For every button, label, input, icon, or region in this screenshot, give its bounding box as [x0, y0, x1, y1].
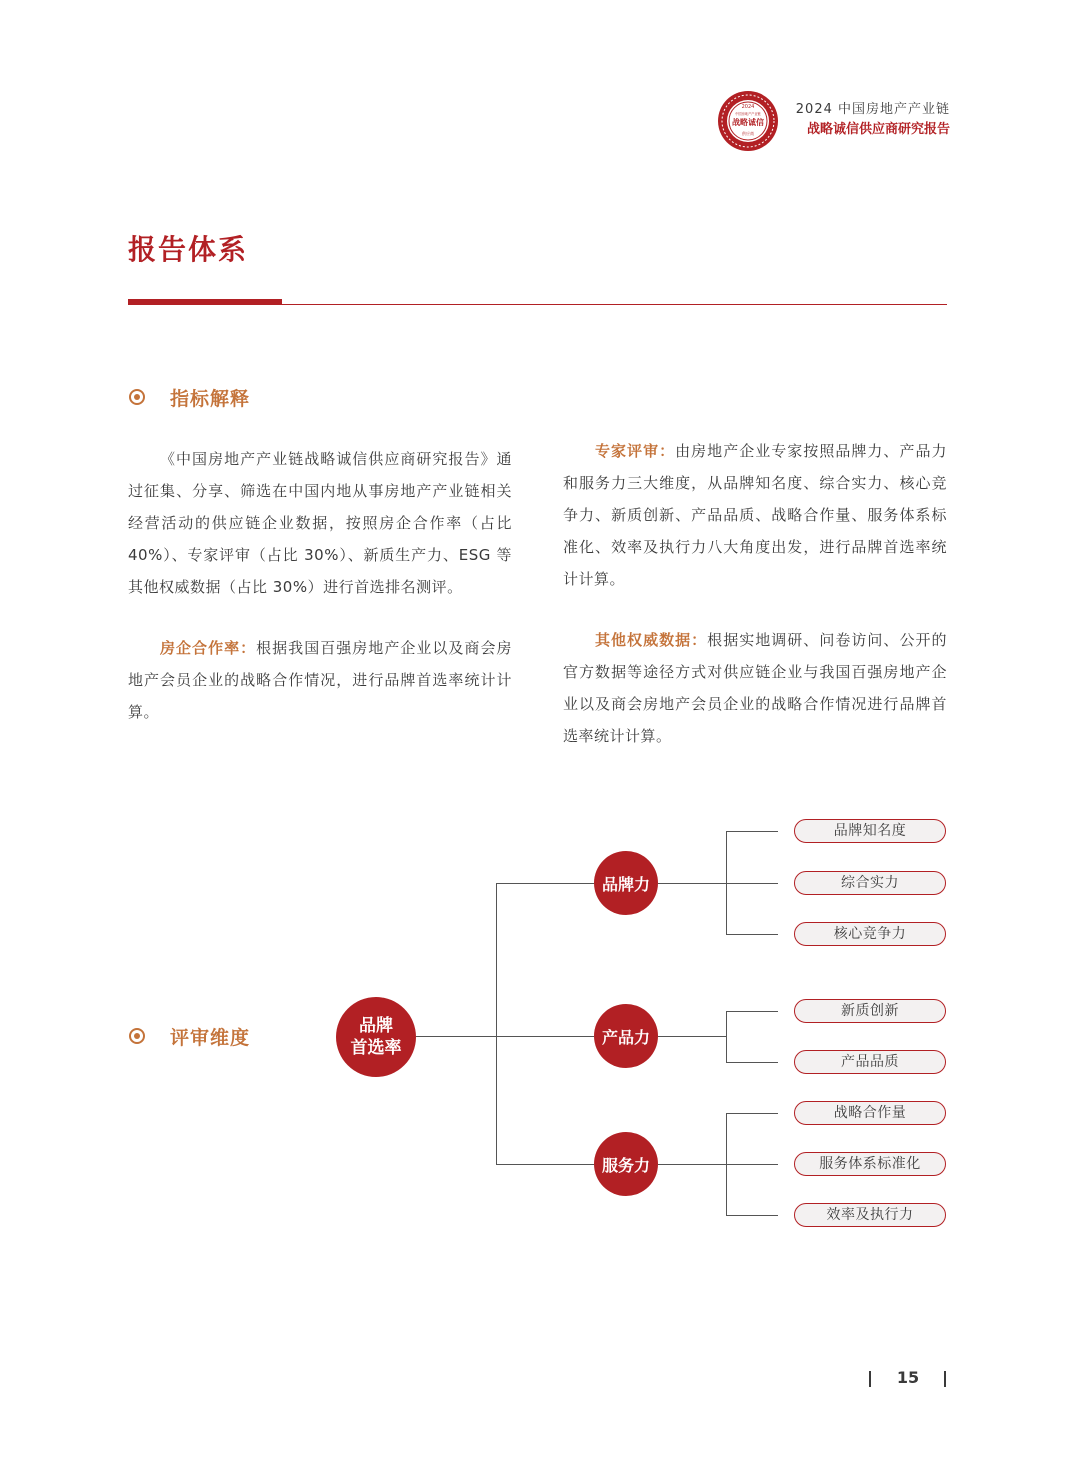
cooperation-text: 根据我国百强房地产企业以及商会房地产会员企业的战略合作情况，进行品牌首选率统计计算。: [128, 639, 512, 721]
seal-top-text: 中国房地产产业链: [735, 112, 761, 116]
branch-node-service: 服务力: [594, 1132, 658, 1196]
leaf-efficiency-execution: 效率及执行力: [794, 1203, 946, 1227]
connector-brand: [496, 883, 594, 884]
connector-service-out: [658, 1164, 778, 1165]
root-node-line2: 首选率: [350, 1038, 402, 1058]
seal-year: 2024: [741, 104, 755, 110]
branch-node-brand: 品牌力: [594, 851, 658, 915]
section-title-dimensions: 评审维度: [170, 1027, 251, 1049]
leaf-strategic-cooperation: 战略合作量: [794, 1101, 946, 1125]
connector-product-item: [726, 1062, 778, 1063]
other-data-lead: 其他权威数据：: [595, 631, 708, 649]
cooperation-lead: 房企合作率：: [160, 639, 257, 657]
expert-lead: 专家评审：: [595, 442, 676, 460]
connector-brand-item: [726, 831, 778, 832]
seal-bottom-text: 供应商: [742, 131, 754, 136]
page-number-bar-left: [869, 1371, 871, 1387]
leaf-new-innovation: 新质创新: [794, 999, 946, 1023]
header-subtitle: 2024 中国房地产产业链: [795, 102, 950, 117]
connector-trunk: [496, 883, 497, 1164]
header-report-title: 战略诚信供应商研究报告: [806, 122, 950, 137]
expert-paragraph: [563, 435, 947, 595]
leaf-product-quality: 产品品质: [794, 1050, 946, 1074]
expert-text: 由房地产企业专家按照品牌力、产品力和服务力三大维度，从品牌知名度、综合实力、核心竞争力、新质创新、产品品质、战略合作量、服务体系标准化、效率及执行力八大角度出发，进行品牌首选率统计计算。: [563, 442, 947, 588]
connector-service-trunk: [726, 1113, 727, 1215]
cooperation-paragraph: [128, 632, 512, 728]
connector-root: [416, 1036, 497, 1037]
connector-brand-trunk: [726, 831, 727, 934]
title-divider-accent: [128, 299, 282, 305]
section-title-indicators: 指标解释: [170, 388, 251, 410]
other-data-text: 根据实地调研、问卷访问、公开的官方数据等途径方式对供应链企业与我国百强房地产企业以及商会房地产会员企业的战略合作情况进行品牌首选率统计计算。: [563, 631, 947, 745]
intro-paragraph: 《中国房地产产业链战略诚信供应商研究报告》通过征集、分享、筛选在中国内地从事房地产产业链相关经营活动的供应链企业数据，按照房企合作率（占比 40%）、专家评审（占比 30%）、新质生产力、ESG 等其他权威数据（占比 30%）进行首选排名测评。: [128, 450, 512, 596]
connector-service: [496, 1164, 594, 1165]
root-node: [336, 997, 416, 1077]
other-data-paragraph: [563, 624, 947, 752]
connector-service-item: [726, 1215, 778, 1216]
leaf-brand-awareness: 品牌知名度: [794, 819, 946, 843]
seal-logo: [717, 90, 779, 152]
page-number: 15: [896, 1368, 920, 1387]
leaf-service-standardization: 服务体系标准化: [794, 1152, 946, 1176]
page-title: 报告体系: [128, 233, 249, 266]
branch-node-product: 产品力: [594, 1004, 658, 1068]
connector-product-out: [658, 1036, 726, 1037]
target-icon: [129, 1028, 145, 1044]
connector-product-item: [726, 1011, 778, 1012]
root-node-line1: 品牌: [359, 1016, 393, 1036]
connector-service-item: [726, 1113, 778, 1114]
target-icon: [129, 389, 145, 405]
connector-product-trunk: [726, 1011, 727, 1062]
seal-title: 战略诚信: [732, 117, 764, 127]
connector-brand-item: [726, 934, 778, 935]
page-number-bar-right: [944, 1371, 946, 1387]
leaf-overall-strength: 综合实力: [794, 871, 946, 895]
connector-brand-out: [658, 883, 778, 884]
connector-product: [496, 1036, 594, 1037]
leaf-core-competitiveness: 核心竞争力: [794, 922, 946, 946]
